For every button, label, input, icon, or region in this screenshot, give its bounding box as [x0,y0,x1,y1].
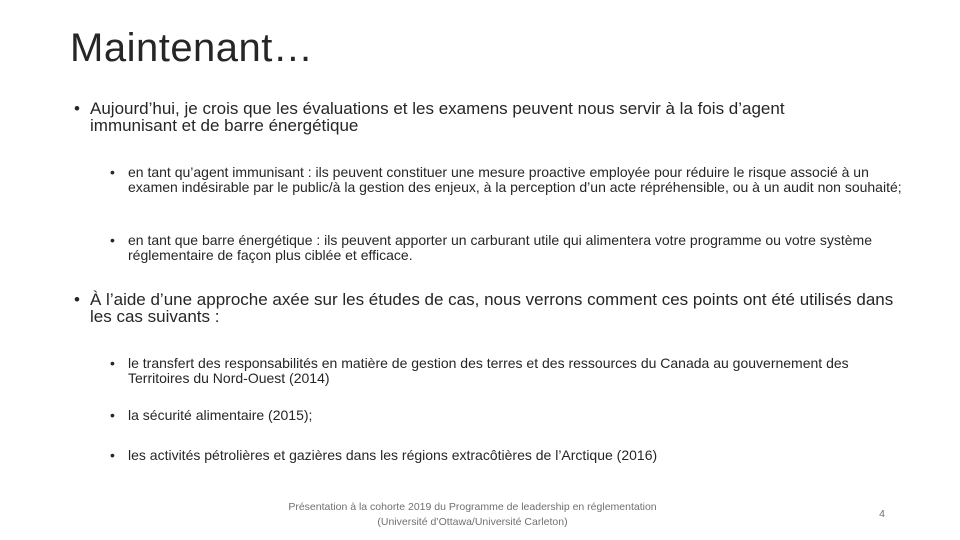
bullet-dot: • [110,447,115,463]
bullet-dot: • [110,164,115,180]
bullet-sub-4 [108,408,908,423]
bullet-sub-3 [108,356,908,386]
bullet-sub-5 [108,448,908,463]
bullet-dot: • [74,290,80,309]
bullet-text: Aujourd’hui, je crois que les évaluations et les examens peuvent nous servir à la fois d’agent immunisant et de barre énergétique [90,99,785,135]
bullet-sub-2 [108,233,913,263]
footer-line-2: (Université d’Ottawa/Université Carleton) [377,516,568,528]
bullet-sub-1 [108,165,913,195]
bullet-main-2 [72,291,917,325]
bullet-dot: • [110,407,115,423]
bullet-dot: • [110,355,115,371]
slide-title: Maintenant… [70,26,314,70]
bullet-dot: • [74,99,80,118]
slide-footer [250,500,695,530]
bullet-main-1 [72,100,852,134]
page-number: 4 [879,508,885,520]
bullet-text: À l’aide d’une approche axée sur les études de cas, nous verrons comment ces points ont été utilisés dans les cas suivants : [90,290,894,326]
bullet-text: la sécurité alimentaire (2015); [128,407,313,423]
bullet-text: le transfert des responsabilités en matière de gestion des terres et des ressources du Canada au gouvernement des Territoires du Nord-Ouest (2014) [128,355,849,386]
bullet-text: en tant que barre énergétique : ils peuvent apporter un carburant utile qui alimentera votre programme ou votre système réglementaire de façon plus ciblée et efficace. [128,232,872,263]
footer-line-1: Présentation à la cohorte 2019 du Programme de leadership en réglementation [288,501,657,513]
bullet-dot: • [110,232,115,248]
bullet-text: les activités pétrolières et gazières dans les régions extracôtières de l’Arctique (2016) [128,447,658,463]
bullet-text: en tant qu’agent immunisant : ils peuvent constituer une mesure proactive employée pour réduire le risque associé à un examen indésirable par le public/à la gestion des enjeux, à la perception d’un acte répréhensible, ou à un audit non souhaité; [128,164,902,195]
